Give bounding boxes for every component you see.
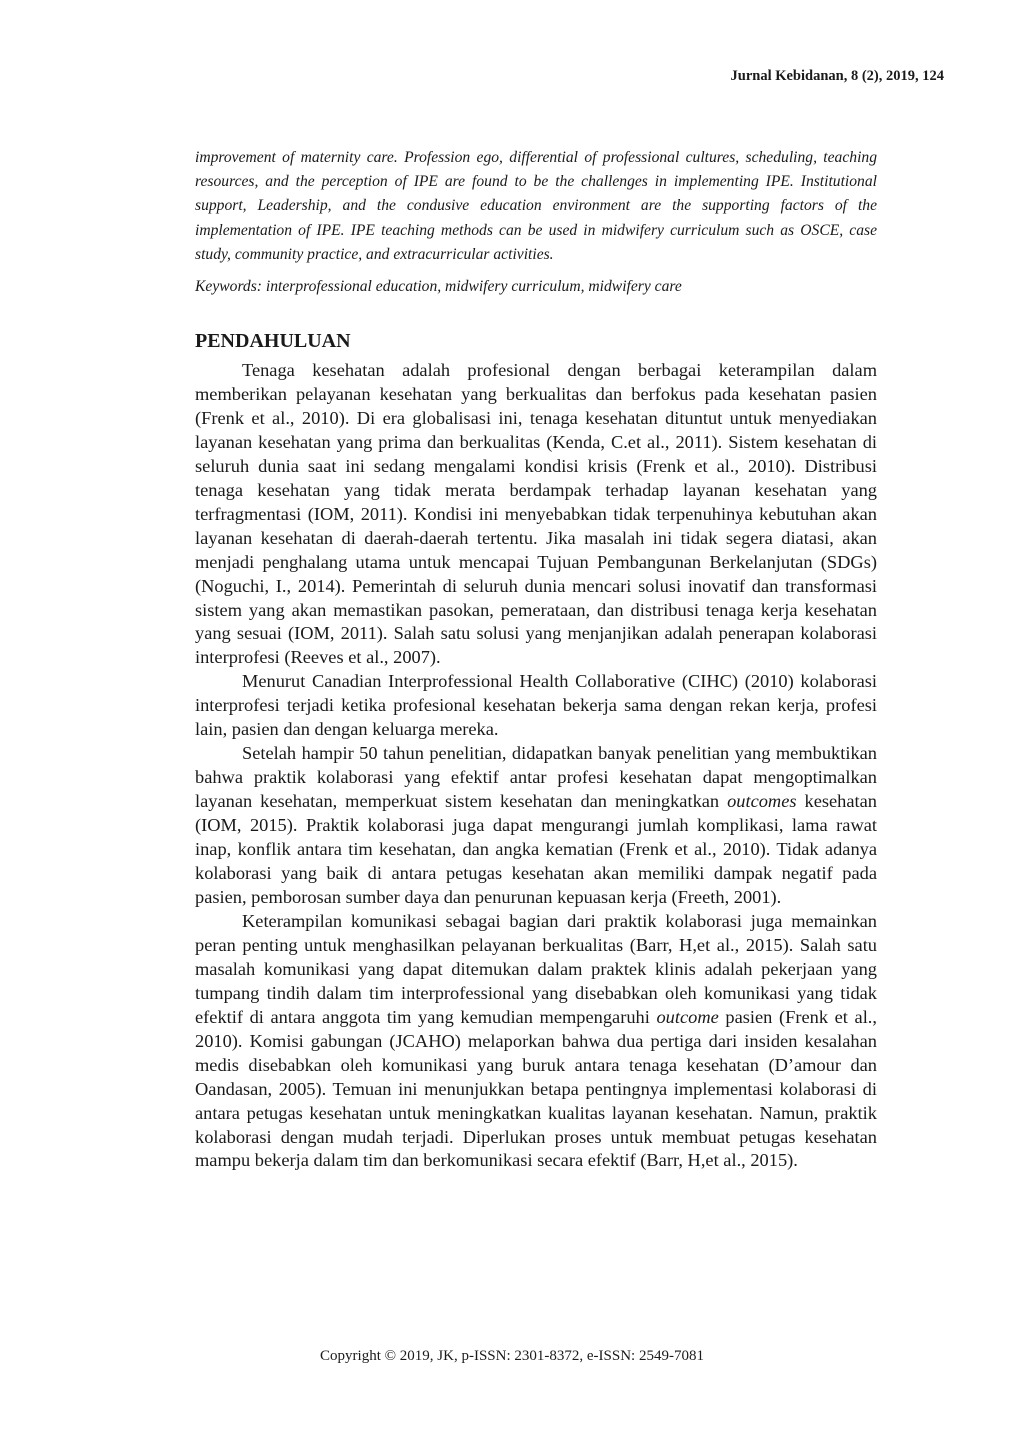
paragraph-1: Tenaga kesehatan adalah profesional dengan berbagai keterampilan dalam memberikan pelayanan kesehatan yang berkualitas dan berfokus pada kesehatan pasien (Frenk et al., 2010). Di era globalisasi ini, tenaga kesehatan dituntut untuk menyediakan layanan kesehatan yang prima dan berkualitas (Kenda, C.et al., 2011). Sistem kesehatan di seluruh dunia saat ini sedang mengalami kondisi krisis (Frenk et al., 2010). Distribusi tenaga kesehatan yang tidak merata berdampak terhadap layanan kesehatan yang terfragmentasi (IOM, 2011). Kondisi ini menyebabkan tidak terpenuhinya kebutuhan akan layanan kesehatan di daerah-daerah tertentu. Jika masalah ini tidak segera diatasi, akan menjadi penghalang utama untuk mencapai Tujuan Pembangunan Berkelanjutan (SDGs) (Noguchi, I., 2014). Pemerintah di seluruh dunia mencari solusi inovatif dan transformasi sistem yang akan memastikan pasokan, pemerataan, dan distribusi tenaga kerja kesehatan yang sesuai (IOM, 2011). Salah satu solusi yang menjanjikan adalah penerapan kolaborasi interprofesi (Reeves et al., 2007). [195, 360, 877, 668]
copyright-footer: Copyright © 2019, JK, p-ISSN: 2301-8372, e-ISSN: 2549-7081 [320, 1348, 704, 1364]
paragraph-4-part-a: Keterampilan komunikasi sebagai bagian dari praktik kolaborasi juga memainkan peran penting untuk menghasilkan pelayanan berkualitas (Barr, H,et al., 2015). Salah satu masalah komunikasi yang dapat ditemukan dalam praktek klinis adalah pekerjaan yang tumpang tindih dalam tim interprofessional yang disebabkan oleh komunikasi yang tidak efektif di antara anggota tim yang kemudian mempengaruhi [195, 910, 877, 1027]
paragraph-3-part-b: kesehatan (IOM, 2015). Praktik kolaborasi juga dapat mengurangi jumlah komplikasi, lama rawat inap, konflik antara tim kesehatan, dan angka kematian (Frenk et al., 2010). Tidak adanya kolaborasi yang baik di antara petugas kesehatan akan memiliki dampak negatif pada pasien, pemborosan sumber daya dan penurunan kepuasan kerja (Freeth, 2001). [195, 791, 877, 907]
paragraph-3 [195, 742, 877, 910]
paragraph-3-part-a: Setelah hampir 50 tahun penelitian, didapatkan banyak penelitian yang membuktikan bahwa praktik kolaborasi yang efektif antar profesi kesehatan dapat mengoptimalkan layanan kesehatan, memperkuat sistem kesehatan dan meningkatkan [195, 743, 877, 812]
section-heading: PENDAHULUAN [195, 330, 351, 352]
paragraph-4-emphasis: outcome [656, 1006, 719, 1027]
paragraph-2: Menurut Canadian Interprofessional Health Collaborative (CIHC) (2010) kolaborasi interprofesi terjadi ketika profesional kesehatan bekerja sama dengan rekan kerja, profesi lain, pasien dan dengan keluarga mereka. [195, 671, 877, 740]
paragraph-4-part-b: pasien (Frenk et al., 2010). Komisi gabungan (JCAHO) melaporkan bahwa dua pertiga dari insiden kesalahan medis disebabkan oleh komunikasi yang buruk antara tenaga kesehatan (D’amour dan Oandasan, 2005). Temuan ini menunjukkan betapa pentingnya implementasi kolaborasi di antara petugas kesehatan untuk meningkatkan kualitas layanan kesehatan. Namun, praktik kolaborasi dengan mudah terjadi. Diperlukan proses untuk membuat petugas kesehatan mampu bekerja dalam tim dan berkomunikasi secara efektif (Barr, H,et al., 2015). [195, 1006, 877, 1171]
paragraph-3-emphasis: outcomes [727, 791, 797, 812]
keywords-line: Keywords: interprofessional education, midwifery curriculum, midwifery care [195, 278, 682, 295]
running-header: Jurnal Kebidanan, 8 (2), 2019, 124 [730, 68, 944, 84]
abstract-continuation [195, 146, 877, 267]
section-body [195, 359, 877, 1173]
paragraph-4 [195, 910, 877, 1173]
abstract-text: improvement of maternity care. Profession ego, differential of professional cultures, scheduling, teaching resources, and the perception of IPE are found to be the challenges in implementing IPE. Institutional support, Leadership, and the condusive education environment are the supporting factors of the implementation of IPE. IPE teaching methods can be used in midwifery curriculum such as OSCE, case study, community practice, and extracurricular activities. [195, 149, 877, 263]
